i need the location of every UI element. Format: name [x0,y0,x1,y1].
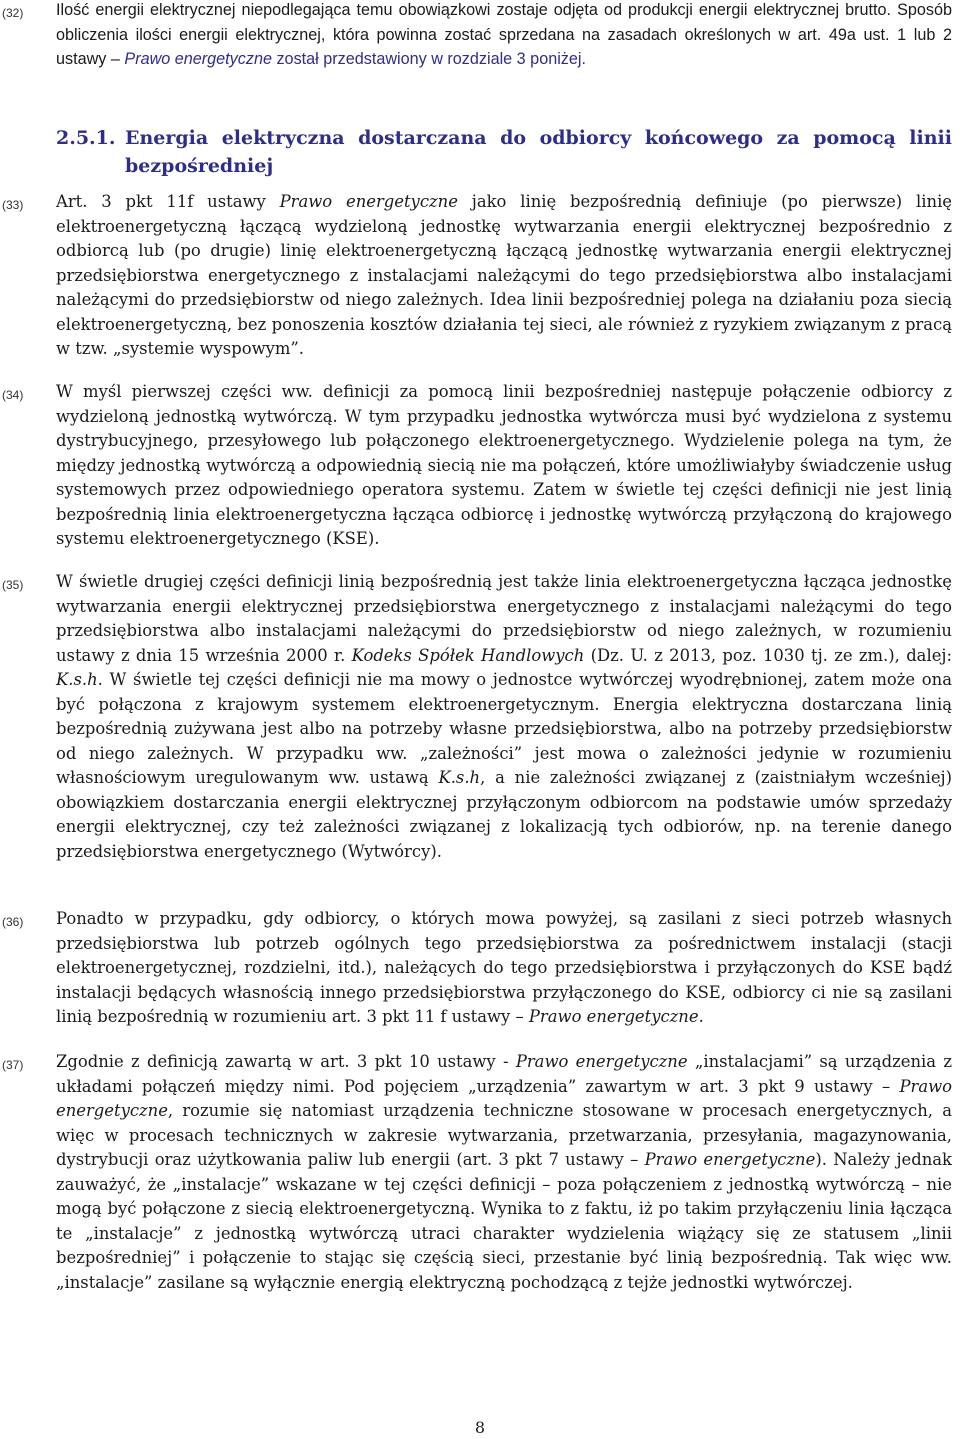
section-title: Energia elektryczna dostarczana do odbiorcy końcowego za pomocą linii bezpośredniej [125,127,952,177]
law-title: Prawo energetyczne [56,1076,952,1120]
paragraph-34 [0,380,960,552]
paragraph-number: (33) [2,198,24,212]
law-title: Prawo energetyczne [528,1007,699,1026]
paragraph-text: Ilość energii elektrycznej niepodlegająca temu obowiązkowi zostaje odjęta od produkcji energii elektrycznej brutto. Sposób obliczenia ilości energii elektrycznej, która powinna zostać sprzedana na zasadach określonych w art. 49a ust. 1 lub 2 ustawy – [56,1,952,68]
paragraph-36 [0,907,960,1030]
paragraph-35 [0,570,960,864]
law-title: Prawo energetyczne [644,1150,816,1169]
paragraph-text: ). Należy jednak zauważyć, że „instalacje” wskazane w tej części definicji – poza połączeniem z jednostką wytwórczą – nie mogą być połączone z siecią elektroenergetyczną. Wynika to z faktu, iż po takim przyłączeniu linia łącząca te „instalacje” z jednostką wytwórczą utraci charakter wydzielenia wiążący się ze statusem „linii bezpośredniej” i połączenie to stając się częścią sieci, przestanie być linią bezpośrednią. Tak więc ww. „instalacje” zasilane są wyłącznie energią elektryczną pochodzącą z tejże jednostki wytwórczej. [56,1150,952,1292]
paragraph-37 [0,1050,960,1295]
paragraph-text: jako linię bezpośrednią definiuje (po pierwsze) linię elektroenergetyczną łączącą wydzieloną jednostkę wytwarzania energii elektrycznej bezpośrednio z odbiorcą lub (po drugie) linię elektroenergetyczną łączącą jednostkę wytwarzania energii elektrycznej przedsiębiorstwa energetycznego z instalacjami należącymi do tego przedsiębiorstwa albo instalacjami należącymi do przedsiębiorstw od niego zależnych. Idea linii bezpośredniej polega na działaniu poza siecią elektroenergetyczną, bez ponoszenia kosztów działania tej sieci, ale również z ryzykiem związanym z pracą w tzw. „systemie wyspowym”. [56,192,953,358]
paragraph-text: . [698,1007,704,1026]
paragraph-text: W myśl pierwszej części ww. definicji za pomocą linii bezpośredniej następuje połączenie odbiorcy z wydzieloną jednostką wytwórczą. W tym przypadku jednostka wytwórcza musi być wydzielona z systemu dystrybucyjnego, przesyłowego lub połączonego elektroenergetycznego. Wydzielenie polega na tym, że między jednostką wytwórczą a odpowiednią siecią nie ma połączeń, które umożliwiałyby świadczenie usług systemowych przez odpowiedniego operatora systemu. Zatem w świetle tej części definicji nie jest linią bezpośrednią linia elektroenergetyczna łącząca odbiorcę i jednostkę wytwórczą przyłączoną do krajowego systemu elektroenergetycznego (KSE). [56,382,952,548]
law-title: Prawo energetyczne [124,50,272,68]
paragraph-text: Ponadto w przypadku, gdy odbiorcy, o których mowa powyżej, są zasilani z sieci potrzeb własnych przedsiębiorstwa lub potrzeb ogólnych tego przedsiębiorstwa za pośrednictwem instalacji (stacji elektroenergetycznej, rozdzielni, itd.), należących do tego przedsiębiorstwa i przyłączonych do KSE bądź instalacji będących własnością innego przedsiębiorstwa przyłączonego do KSE, odbiorcy ci nie są zasilani linią bezpośrednią w rozumieniu art. 3 pkt 11 f ustawy – [56,909,952,1026]
paragraph-32 [0,0,960,72]
paragraph-text: . W świetle tej części definicji nie ma mowy o jednostce wytwórczej wyodrębnionej, zatem może ona być połączona z krajowym systemem elektroenergetycznym. Energia elektryczna dostarczana linią bezpośrednią zużywana jest albo na potrzeby własne przedsiębiorstwa, albo na potrzeby przedsiębiorstw od niego zależnych. W przypadku ww. „zależności” jest mowa o zależności jedynie w rozumieniu własnościowym uregulowanym ww. ustawą [56,670,952,787]
law-title: Prawo energetyczne [515,1052,688,1071]
paragraph-text: W świetle drugiej części definicji linią bezpośrednią jest także linia elektroenergetyczna łącząca jednostkę wytwarzania energii elektrycznej przedsiębiorstwa energetycznego z instalacjami należącymi do tego przedsiębiorstwa albo instalacjami należącymi do przedsiębiorstw od niego zależnych, w rozumieniu ustawy z dnia 15 września 2000 r. [56,572,952,665]
paragraph-text: Art. 3 pkt 11f ustawy [56,192,280,211]
paragraph-text: został przedstawiony w rozdziale 3 poniżej. [271,50,586,68]
law-title: Prawo energetyczne [279,192,458,211]
law-title: Kodeks Spółek Handlowych [351,645,585,665]
paragraph-text: Zgodnie z definicją zawartą w art. 3 pkt 10 ustawy - [56,1052,516,1071]
law-abbreviation: K.s.h [438,768,481,787]
page-number: 8 [474,1418,486,1437]
paragraph-number: (37) [2,1058,24,1072]
paragraph-number: (35) [2,578,24,592]
section-number: 2.5.1. [56,127,116,149]
law-abbreviation: K.s.h [56,670,98,689]
paragraph-text: (Dz. U. z 2013, poz. 1030 tj. ze zm.), dalej: [584,645,953,665]
paragraph-33 [0,190,960,362]
paragraph-number: (36) [2,915,24,929]
paragraph-text: , a nie zależności związanej z (zaistniałym wcześniej) obowiązkiem dostarczania energii elektrycznej przyłączonym odbiorcom na podstawie umów sprzedaży energii elektrycznej, czy też zależności związanej z lokalizacją tych odbiorów, np. na terenie danego przedsiębiorstwa energetycznego (Wytwórcy). [56,768,953,861]
section-heading [0,124,960,180]
paragraph-text: „instalacjami” są urządzenia z układami połączeń między nimi. Pod pojęciem „urządzenia” zawartym w art. 3 pkt 9 ustawy – [56,1052,952,1096]
paragraph-number: (34) [2,388,24,402]
paragraph-number: (32) [2,6,24,20]
paragraph-text: , rozumie się natomiast urządzenia techniczne stosowane w procesach energetycznych, a więc w procesach technicznych w zakresie wytwarzania, przetwarzania, przesyłania, magazynowania, dystrybucji oraz użytkowania paliw lub energii (art. 3 pkt 7 ustawy – [56,1101,952,1169]
